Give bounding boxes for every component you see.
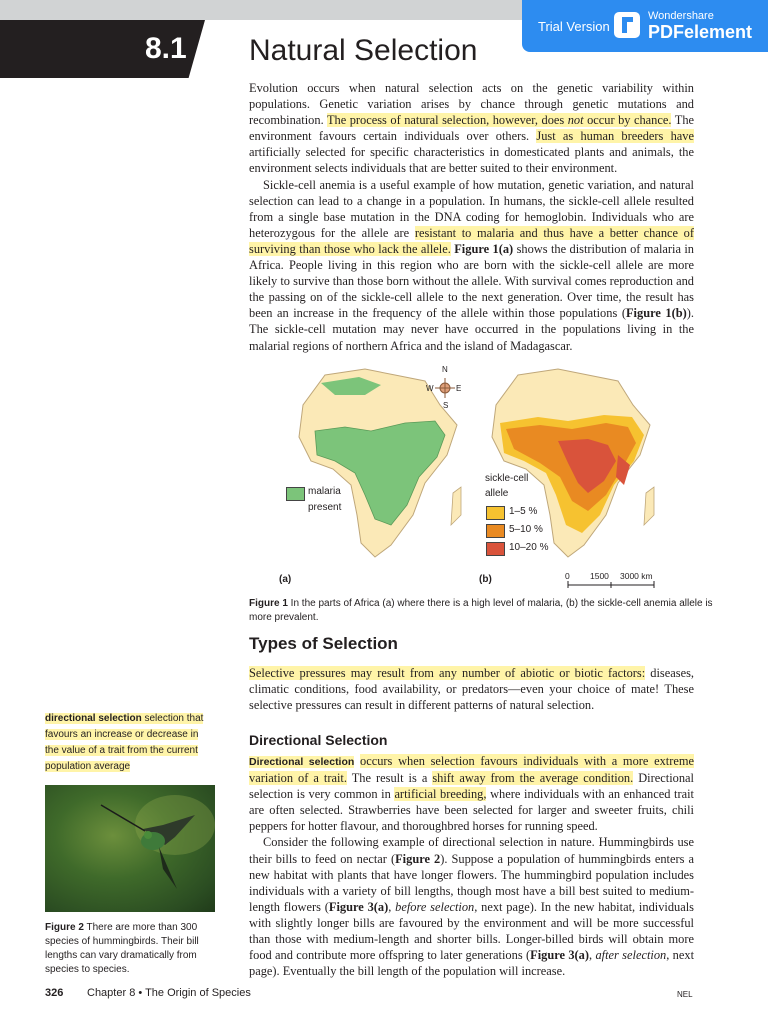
pdfelement-watermark[interactable] [522, 0, 768, 52]
figure1-caption: Figure 1 In the parts of Africa (a) where there is a high level of malaria, (b) the sickle-cell anemia allele is more prevalent. [249, 598, 713, 623]
legend-swatch-1 [486, 506, 505, 520]
legend-label-3: 10–20 % [509, 542, 549, 553]
types-paragraph: Selective pressures may result from any number of abiotic or biotic factors: diseases, climatic conditions, food availability, or predators—even your choice of mate! These selective pressures can result in different patterns of natural selection. [249, 666, 694, 713]
brand-main: PDFelement [648, 22, 753, 42]
legend-title-2: allele [485, 488, 509, 499]
scale-1500: 1500 [590, 571, 609, 581]
directional-text [249, 753, 694, 979]
legend-title-1: sickle-cell [485, 473, 529, 484]
map-sickle-cell [488, 365, 658, 565]
hummingbird-icon [45, 785, 215, 912]
page-number: 326 [45, 987, 64, 999]
trial-version-label: Trial Version [538, 19, 610, 34]
directional-paragraph-1: Directional selection occurs when selection favours individuals with a more extreme variation of a trait. The result is a shift away from the average condition. Directional selection is very common in artificial breeding, where individuals with an enhanced trait are often selected. Strawberries have been selected for larger and sweeter fruits, chili peppers for hotter flavour, and thoroughbred horses for running speed. [249, 754, 695, 834]
part-b-label: (b) [479, 574, 492, 585]
types-heading: Types of Selection [249, 634, 398, 653]
compass-w: W [426, 384, 434, 393]
directional-paragraph-2: Consider the following example of directional selection in nature. Hummingbirds use their bills to feed on nectar (Figure 2). Suppose a population of hummingbirds enters a new habitat with plants that have longer flowers. The hummingbird population includes individuals with a variety of bill lengths, though most have a bill best suited to medium-length flowers (Figure 3(a), before selection, next page). In the new habitat, individuals with slightly longer bills are favoured by the environment and will be more successful than those with medium-length and shorter bills. Longer-billed birds will obtain more food and contribute more offspring to later generations (Figure 3(a), after selection, next page). Eventually the bill length of the population will increase. [249, 835, 695, 979]
malaria-swatch [286, 487, 305, 501]
malaria-label: malaria [308, 486, 341, 497]
scale-3000: 3000 km [620, 571, 653, 581]
part-a-label: (a) [279, 574, 292, 585]
map-malaria [295, 365, 465, 565]
brand-top: Wondershare [648, 10, 714, 22]
intro-paragraph-2: Sickle-cell anemia is a useful example of how mutation, genetic variation, and natural selection can lead to a change in a population. In humans, the sickle-cell allele resulted from a single base mutation in the DNA coding for hemoglobin. Individuals who are heterozygous for the allele are resistant to malaria and thus have a better chance of surviving than those who lack the allele. Figure 1(a) shows the distribution of malaria in Africa. People living in this region who are born with the sickle-cell allele are more likely to survive than those born without the allele. With survival comes reproduction and the passing on of the sickle-cell allele to the next generation. Over time, the result has been an increase in the frequency of the allele within those populations (Figure 1(b)). The sickle-cell mutation may never have occurred in the populations living in the malarial regions of northern Africa and the island of Madagascar. [249, 177, 695, 353]
legend-label-1: 1–5 % [509, 506, 538, 517]
compass-e: E [456, 384, 462, 393]
intro-paragraph-1: Evolution occurs when natural selection acts on the genetic variability within populations. Genetic variation arises by chance through genetic mutations and recombination. The process of natural selection, however, does not occur by chance. The environment favours certain individuals over others. Just as human breeders have artificially selected for specific characteristics in domesticated plants and animals, the environment selects individuals that are better suited to their environment. [249, 81, 695, 176]
directional-heading: Directional Selection [249, 732, 388, 748]
legend-label-2: 5–10 % [509, 524, 543, 535]
compass-n: N [442, 365, 448, 374]
page-title: Natural Selection [249, 34, 478, 67]
section-number: 8.1 [145, 32, 187, 65]
intro-text [249, 80, 694, 354]
madagascar-b [644, 487, 654, 525]
publisher: NEL [677, 990, 693, 999]
hummingbird-photo [45, 785, 215, 912]
margin-definition: directional selection selection that favours an increase or decrease in the value of a trait from the current population average [45, 713, 204, 772]
legend-swatch-2 [486, 524, 505, 538]
compass-icon [435, 378, 455, 398]
scale-0: 0 [565, 571, 570, 581]
compass-s: S [443, 401, 449, 410]
scale-bar [566, 580, 656, 590]
chapter-title: Chapter 8 • The Origin of Species [87, 987, 251, 999]
pdfelement-logo-icon [614, 12, 640, 38]
malaria-label-2: present [308, 502, 342, 513]
figure2-caption: Figure 2 There are more than 300 species of hummingbirds. Their bill lengths can vary dramatically from species to species. [45, 922, 199, 975]
madagascar-a [451, 487, 461, 525]
legend-swatch-3 [486, 542, 505, 556]
